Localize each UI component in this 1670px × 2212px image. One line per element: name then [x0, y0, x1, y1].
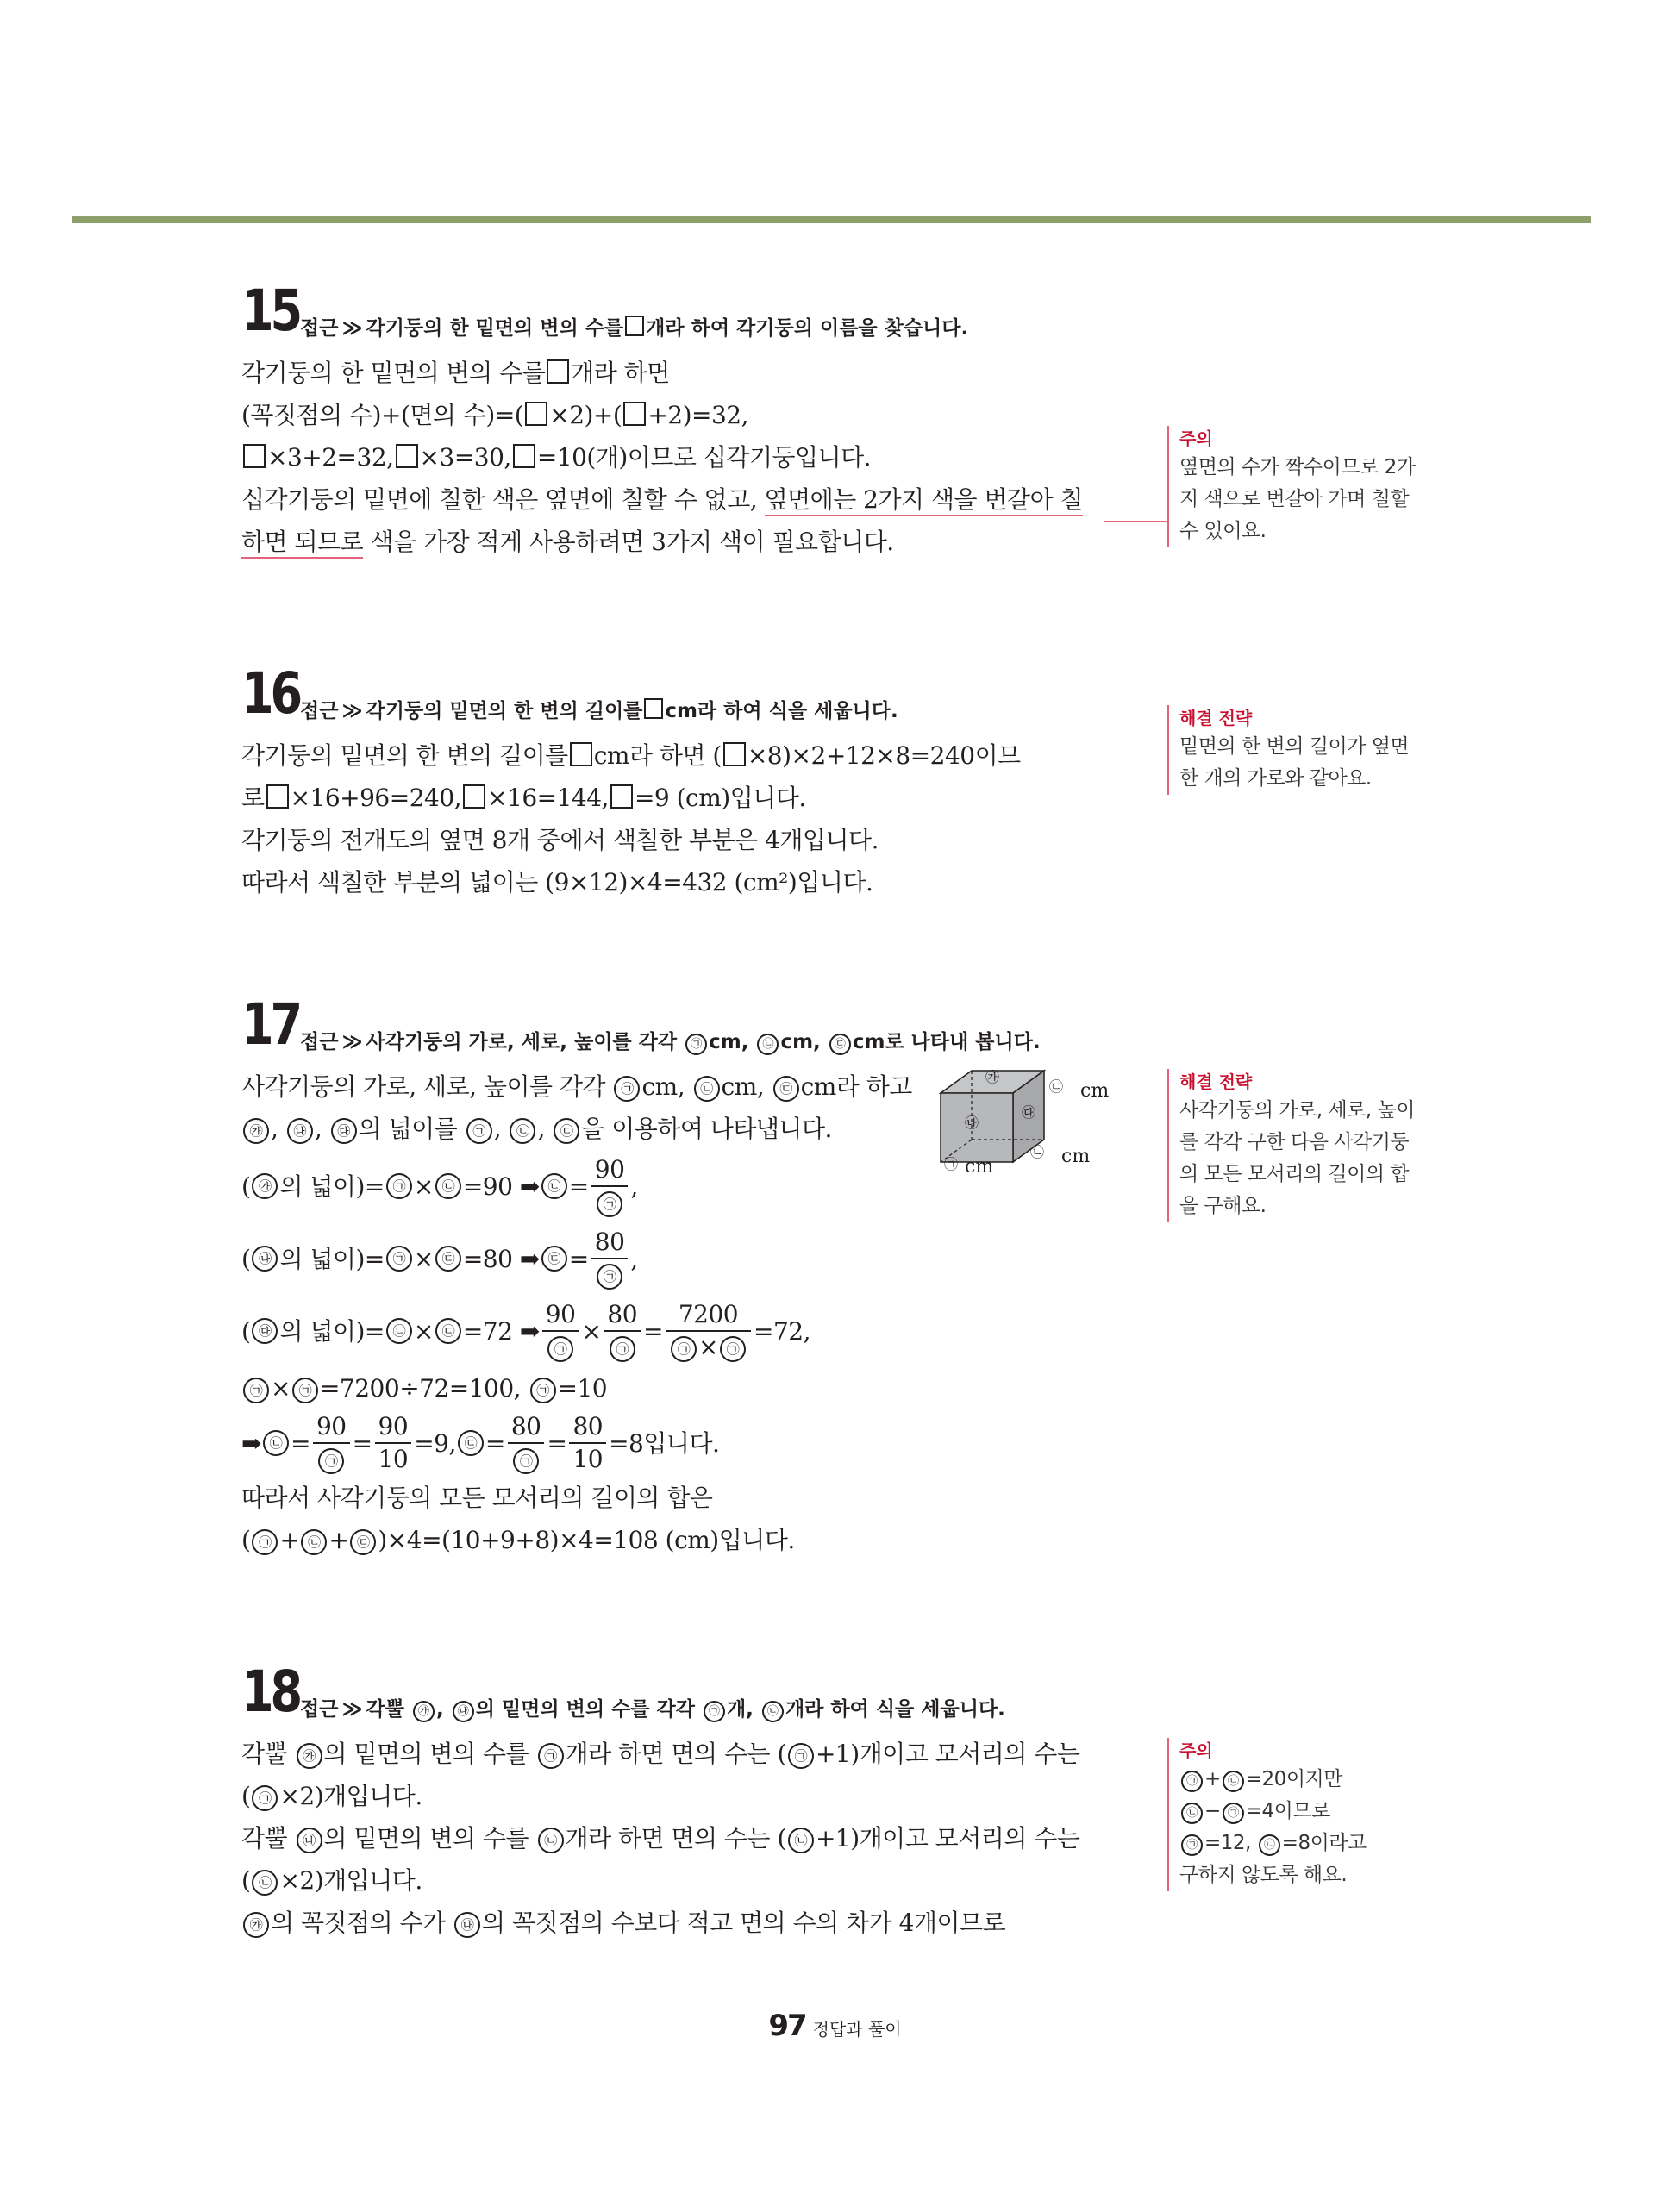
question-15 — [241, 276, 1155, 563]
solution-text: 각기둥의 한 밑면의 변의 수를 개라 하면 (꼭짓점의 수)+(면의 수)=( ×2)+( +2)=32, ×3+2=32, ×3=30, =10(개)이므로 십각기둥입니다. 십각기둥의 밑면에 칠한 색은 옆면에 칠할 수 없고, 옆면에는 2가지 색을 번갈아 칠 하면 되므로 색을 가장 적게 사용하려면 3가지 색이 필요합니다. — [241, 352, 1155, 563]
fraction: $\frac{80}{㉠}$ — [591, 1227, 629, 1290]
blank-box — [396, 444, 418, 468]
blank-box — [266, 784, 289, 809]
blank-box — [623, 402, 646, 426]
blank-box — [525, 402, 547, 426]
highlight-underline: 옆면에는 2가지 색을 번갈아 칠 — [765, 485, 1084, 516]
equation-area-3: ( ㉰ 의 넓이)= ㉡ × ㉢ =72 ➡ $\frac{90}{㉠}$ × $\frac{80}{㉠}$ = $\frac{7200}{㉠ \times ㉠}$ =72, — [241, 1300, 810, 1361]
question-number: 17 — [241, 991, 300, 1058]
fraction: $\frac{90}{㉠}$ — [591, 1154, 629, 1218]
equation-result: ➡ ㉡ = $\frac{90}{㉠}$ = $\frac{90}{10}$ =9, ㉢ = $\frac{80}{㉠}$ = $\frac{80}{10}$ =8입니다. — [241, 1412, 720, 1473]
equation-area-1: ( ㉮ 의 넓이)= ㉠ × ㉡ =90 ➡ ㉡ = $\frac{90}{㉠}$ , — [241, 1150, 1155, 1222]
equation-area-2: ( ㉯ 의 넓이)= ㉠ × ㉢ =80 ➡ ㉢ = $\frac{80}{㉠}$ , — [241, 1222, 1155, 1295]
blank-box — [723, 742, 746, 766]
depth-label: ㉡ — [1029, 1144, 1045, 1160]
height-unit: cm — [1080, 1080, 1110, 1102]
blank-box — [570, 742, 592, 766]
note-leader-line — [1104, 521, 1167, 522]
fraction: $\frac{90}{㉠}$ — [542, 1299, 579, 1363]
question-number: 16 — [241, 660, 300, 727]
top-rule — [72, 216, 1591, 223]
face-label-da: ㉰ — [1021, 1104, 1036, 1121]
cuboid-figure — [935, 1060, 1160, 1172]
highlight-underline: 하면 되므로 — [241, 528, 363, 559]
fraction: $\frac{7200}{㉠ \times ㉠}$ — [666, 1299, 751, 1363]
blank-box — [625, 316, 644, 336]
solution-text: 각뿔 ㉮ 의 밑면의 변의 수를 ㉠ 개라 하면 면의 수는 ( ㉠ +1)개이고 모서리의 수는 ( ㉠ ×2)개입니다. 각뿔 ㉯ 의 밑면의 변의 수를 ㉡ 개라 하면 면의 수는 ( ㉡ +1)개이고 모서리의 수는 ( ㉡ ×2)개입니다. ㉮ 의 꼭짓점의 수가 ㉯ 의 꼭짓점의 수보다 적고 면의 수의 차가 4개이므로 — [241, 1740, 1080, 1937]
approach-line: 접근 ≫ 각기둥의 밑면의 한 변의 길이를 cm라 하여 식을 세웁니다. — [300, 700, 898, 722]
page-number: 97 — [768, 2009, 806, 2043]
solution-text: 사각기둥의 가로, 세로, 높이를 각각 ㉠ cm, ㉡ cm, ㉢ cm라 하고 ㉮ , ㉯ , ㉰ 의 넓이를 ㉠ , ㉡ , ㉢ 을 이용하여 나타냅니다. ( ㉮ 의 넓이)= ㉠ × ㉡ =90 ➡ ㉡ = $\frac{90}{㉠}$ , ( ㉯ 의 넓이)= ㉠ × ㉢ =80 ➡ ㉢ = $\frac{80}{㉠}$ , ( ㉰ 의 넓이)= ㉡ × ㉢ =72 ➡ $\frac{90}{㉠}$ × $\frac{80}{㉠}$ = $\frac{7200}{㉠ \times ㉠}$ =72, ㉠ × ㉠ =7200÷72=100, ㉠ =10 ➡ ㉡ = $\frac{90}{㉠}$ = $\frac{90}{10}$ =9, ㉢ = $\frac{80}{㉠}$ = $\frac{80}{10}$ =8입니다. 따라서 사각기둥의 모든 모서리의 길이의 합은 ( ㉠ + ㉡ + ㉢ )×4=(10+9+8)×4=108 (cm)입니다. — [241, 1065, 1155, 1561]
width-unit: cm — [965, 1156, 994, 1172]
blank-box — [610, 784, 633, 809]
blank-box — [513, 444, 535, 468]
approach-line: 접근 ≫ 사각기둥의 가로, 세로, 높이를 각각 ㉠ cm, ㉡ cm, ㉢ cm로 나타내 봅니다. — [300, 1031, 1041, 1053]
blank-box — [547, 359, 569, 384]
footer-label: 정답과 풀이 — [812, 2019, 902, 2040]
width-label: ㉠ — [943, 1156, 959, 1172]
question-16 — [241, 659, 1155, 903]
page-footer — [0, 2009, 1670, 2043]
approach-line: 접근 ≫ 각기둥의 한 밑면의 변의 수를 개라 하여 각기둥의 이름을 찾습니다. — [300, 317, 969, 340]
blank-box — [644, 698, 663, 719]
question-number: 18 — [241, 1659, 300, 1725]
side-note-strategy: 해결 전략 사각기둥의 가로, 세로, 높이 를 각각 구한 다음 사각기둥 의 모든 모서리의 길이의 합 을 구해요. — [1167, 1069, 1455, 1222]
blank-box — [463, 784, 485, 809]
blank-box — [243, 444, 266, 468]
face-label-na: ㉯ — [964, 1115, 979, 1131]
side-note-strategy: 해결 전략 밑면의 한 변의 길이가 옆면 한 개의 가로와 같아요. — [1167, 705, 1455, 795]
question-18 — [241, 1657, 1155, 1944]
fraction: $\frac{80}{㉠}$ — [604, 1299, 641, 1363]
question-number: 15 — [241, 278, 300, 344]
approach-line: 접근 ≫ 각뿔 ㉮ , ㉯ 의 밑면의 변의 수를 각각 ㉠ 개, ㉡ 개라 하여 식을 세웁니다. — [300, 1698, 1005, 1721]
height-label: ㉢ — [1048, 1078, 1064, 1095]
depth-unit: cm — [1061, 1146, 1091, 1167]
face-label-ga: ㉮ — [985, 1069, 1000, 1085]
solution-text: 각기둥의 밑면의 한 변의 길이를 cm라 하면 ( ×8)×2+12×8=240이므 로 ×16+96=240, ×16=144, =9 (cm)입니다. 각기둥의 전개도의 옆면 8개 중에서 색칠한 부분은 4개입니다. 따라서 색칠한 부분의 넓이는 (9×12)×4=432 (cm²)입니다. — [241, 741, 1021, 897]
side-note-caution: 주의 ㉠ + ㉡ =20이지만 ㉡ − ㉠ =4이므로 ㉠ =12, ㉡ =8이라고 구하지 않도록 해요. — [1167, 1738, 1455, 1891]
side-note-caution: 주의 옆면의 수가 짝수이므로 2가 지 색으로 번갈아 가며 칠할 수 있어요. — [1167, 426, 1455, 547]
